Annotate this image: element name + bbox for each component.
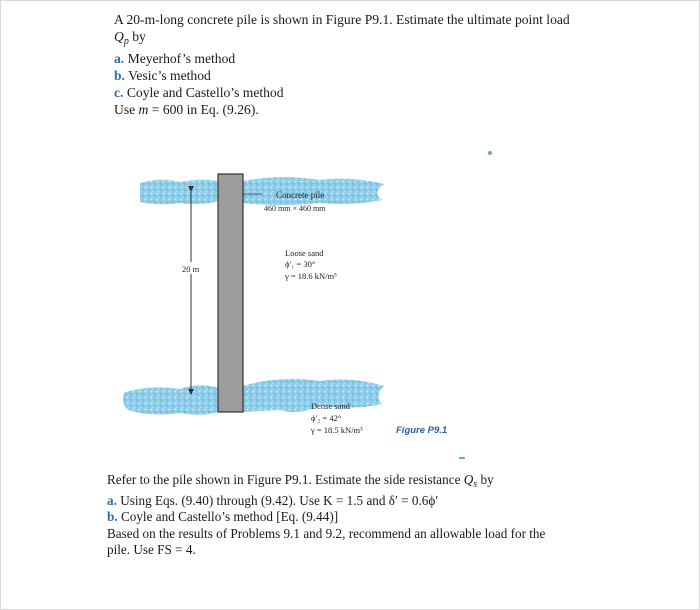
figure-caption: Figure P9.1: [396, 425, 448, 436]
problem1-use-line: Use m = 600 in Eq. (9.26).: [114, 102, 259, 117]
q-symbol: Q: [114, 29, 124, 44]
stray-dot: [488, 151, 492, 155]
depth-label: 20 m: [182, 264, 200, 274]
pile-size: 460 mm × 460 mm: [264, 204, 326, 213]
phi1-label: ϕ′₁ = 30°: [285, 259, 316, 269]
problem2-line5: pile. Use FS = 4.: [107, 541, 196, 557]
by-text: by: [128, 29, 146, 44]
bottom-soil-band: [123, 385, 218, 415]
pile-label: Concrete pile: [276, 190, 325, 200]
top-soil-band: [140, 180, 218, 205]
gamma2-label: γ = 18.5 kN/m³: [311, 425, 363, 435]
problem-9-2: [107, 472, 545, 558]
loose-sand-label: Loose sand: [285, 248, 324, 258]
dense-sand-label: Dense sand: [311, 401, 350, 411]
stray-dash: [459, 457, 465, 459]
problem2-line1: Refer to the pile shown in Figure P9.1. Estimate the side resistance $Q_s$ by: [107, 472, 494, 490]
problem1-line1: A 20-m-long concrete pile is shown in Figure P9.1. Estimate the ultimate point load: [114, 12, 570, 27]
q-subscript: p: [123, 36, 129, 47]
problem1-item-a: a. Meyerhof’s method: [114, 51, 236, 66]
phi2-label: ϕ′₂ = 42°: [311, 413, 342, 423]
gamma1-label: γ = 18.6 kN/m³: [285, 271, 337, 281]
problem1-item-c: c. Coyle and Castello’s method: [114, 85, 284, 100]
concrete-pile: [218, 174, 243, 412]
problem2-item-b: b. Coyle and Castello’s method [Eq. (9.44)]: [107, 509, 339, 525]
problem2-item-a: a. Using Eqs. (9.40) through (9.42). Use K = 1.5 and δ′ = 0.6ϕ′: [107, 493, 439, 509]
problem2-line4: Based on the results of Problems 9.1 and 9.2, recommend an allowable load for the: [107, 525, 546, 541]
problem1-item-b: b. Vesic’s method: [114, 68, 211, 83]
